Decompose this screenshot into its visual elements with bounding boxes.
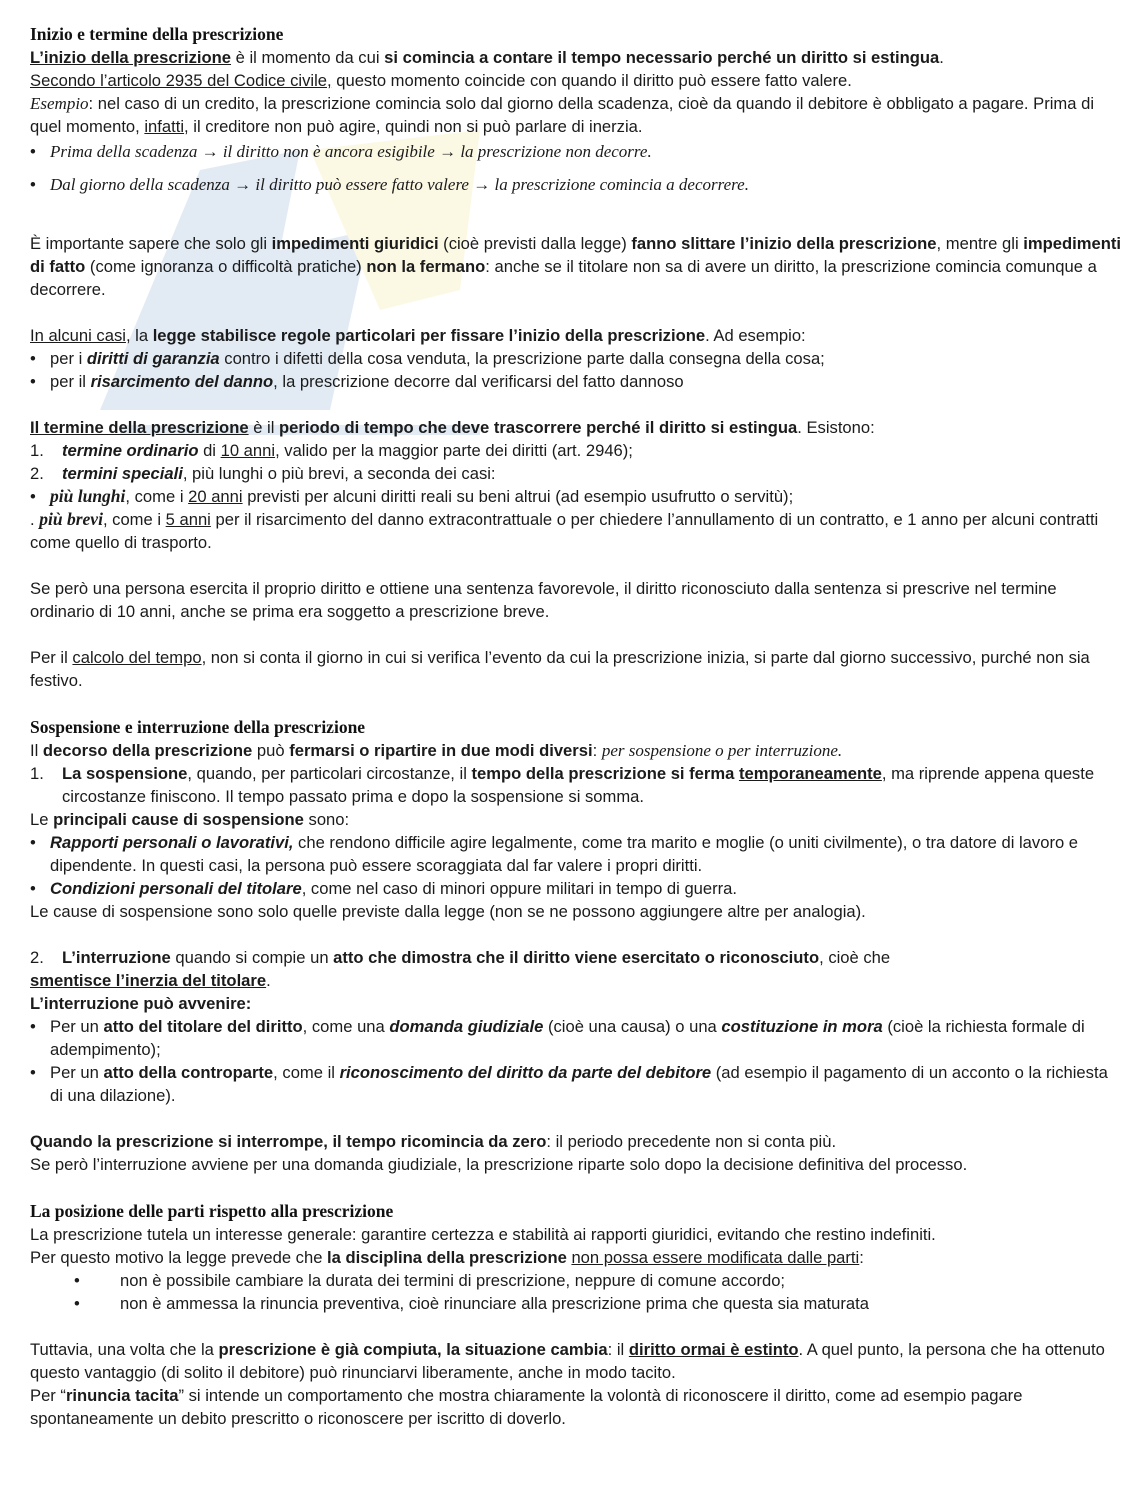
text: , come i bbox=[102, 510, 166, 529]
list-item-text bbox=[50, 877, 1122, 900]
text: , mentre gli bbox=[936, 234, 1024, 253]
list-item bbox=[30, 1015, 1122, 1061]
list-item-text bbox=[50, 347, 1122, 370]
text: , valido per la maggior parte dei diritti (art. 2946); bbox=[275, 441, 633, 460]
text: (come ignoranza o difficoltà pratiche) bbox=[85, 257, 367, 276]
list-item bbox=[30, 173, 1122, 196]
list-item-text bbox=[62, 762, 1122, 808]
text: contro i difetti della cosa venduta, la prescrizione parte dalla consegna della cosa; bbox=[219, 349, 825, 368]
text: è il momento da cui bbox=[231, 48, 385, 67]
list-item-text bbox=[50, 485, 1122, 508]
text: previsti per alcuni diritti reali su beni altrui (ad esempio usufrutto o servitù); bbox=[242, 487, 794, 506]
list-number: 1. bbox=[30, 764, 44, 783]
text: , cioè che bbox=[819, 948, 891, 967]
bullet: • bbox=[74, 1271, 80, 1290]
text: . A quel punto, la persona che ha ottenuto questo vantaggio (di solito il debitore) può rinunciarvi liberamente, anche in modo tacito. bbox=[30, 1340, 1105, 1382]
term-termine: Il termine della prescrizione bbox=[30, 418, 249, 437]
paragraph-interruzione-avvenire bbox=[30, 992, 1122, 1015]
text: . Esistono: bbox=[797, 418, 875, 437]
text-bold-italic: più brevi bbox=[39, 509, 103, 529]
text: Tuttavia, una volta che la bbox=[30, 1340, 219, 1359]
text-underlined: In alcuni casi bbox=[30, 326, 126, 345]
bullet: • bbox=[30, 349, 36, 368]
paragraph-decorso bbox=[30, 739, 1122, 762]
text-bold-underlined: temporaneamente bbox=[738, 764, 882, 783]
section-title-posizione-parti: La posizione delle parti rispetto alla prescrizione bbox=[30, 1201, 394, 1221]
list-item-text: Prima della scadenza → il diritto non è ancora esigibile → la prescrizione non decorre. bbox=[50, 142, 652, 161]
list-item-text bbox=[50, 370, 1122, 393]
text: Per un bbox=[50, 1063, 104, 1082]
text: sono: bbox=[303, 810, 350, 829]
section-title-sospensione: Sospensione e interruzione della prescrizione bbox=[30, 717, 366, 737]
list-item bbox=[30, 1269, 1122, 1292]
paragraph-casi bbox=[30, 324, 1122, 347]
text: : bbox=[859, 1248, 864, 1267]
text-bold: L’interruzione può avvenire: bbox=[30, 994, 252, 1013]
paragraph-disciplina bbox=[30, 1246, 1122, 1269]
text: Le bbox=[30, 810, 54, 829]
text: , come i bbox=[125, 487, 189, 506]
list-item-text: non è ammessa la rinuncia preventiva, cioè rinunciare alla prescrizione prima che questa sia maturata bbox=[120, 1294, 869, 1313]
text: (ad esempio il pagamento di un acconto o la richiesta di una dilazione). bbox=[50, 1063, 1108, 1105]
bullet: • bbox=[30, 175, 36, 194]
list-item-text bbox=[50, 1015, 1122, 1061]
text: : il periodo precedente non si conta più. bbox=[546, 1132, 837, 1151]
text: : il bbox=[607, 1340, 629, 1359]
paragraph-impedimenti bbox=[30, 232, 1122, 301]
list-number: 2. bbox=[30, 464, 44, 483]
text-underlined: Secondo l’articolo 2935 del Codice civile, bbox=[30, 71, 332, 90]
text-bold: rinuncia tacita bbox=[65, 1386, 179, 1405]
text-bold-italic: termini speciali bbox=[62, 464, 183, 483]
text-bold: prescrizione è già compiuta, la situazione cambia bbox=[218, 1340, 608, 1359]
text: per i bbox=[50, 349, 87, 368]
text-bold: impedimenti giuridici bbox=[271, 234, 439, 253]
text: per il bbox=[50, 372, 91, 391]
text-bold: fermarsi o ripartire in due modi diversi bbox=[289, 741, 593, 760]
text: , come il bbox=[273, 1063, 340, 1082]
text-bold-italic: termine ordinario bbox=[62, 441, 199, 460]
text: (cioè la richiesta formale di adempimento); bbox=[50, 1017, 1085, 1059]
text: Per “ bbox=[30, 1386, 66, 1405]
text: Per un bbox=[50, 1017, 104, 1036]
list-item bbox=[30, 1061, 1122, 1107]
text-bold: impedimenti di fatto bbox=[30, 234, 1121, 276]
list-item-text bbox=[62, 946, 1122, 969]
text: , come nel caso di minori oppure militari in tempo di guerra. bbox=[301, 879, 738, 898]
list-item bbox=[30, 140, 1122, 163]
text: . bbox=[939, 48, 944, 67]
text-bold: atto che dimostra che il diritto viene esercitato o riconosciuto bbox=[333, 948, 820, 967]
text: . bbox=[266, 971, 271, 990]
paragraph-articolo bbox=[30, 69, 1122, 92]
list-item bbox=[30, 370, 1122, 393]
text: , il creditore non può agire, quindi non si può parlare di inerzia. bbox=[184, 117, 643, 136]
paragraph-inizio bbox=[30, 46, 1122, 69]
text-underlined: 5 anni bbox=[165, 510, 211, 529]
paragraph-sentenza: Se però una persona esercita il proprio diritto e ottiene una sentenza favorevole, il diritto riconosciuto dalla sentenza si prescrive nel termine ordinario di 10 anni, anche se prima era soggetto a prescrizione breve. bbox=[30, 579, 1057, 621]
list-item bbox=[30, 347, 1122, 370]
list-item-text bbox=[50, 831, 1122, 877]
text: , come una bbox=[302, 1017, 390, 1036]
paragraph-cause-legge: Le cause di sospensione sono solo quelle previste dalla legge (non se ne possono aggiungere altre per analogia). bbox=[30, 902, 866, 921]
text-bold: L’interruzione bbox=[62, 948, 171, 967]
text-underlined: infatti bbox=[144, 117, 185, 136]
paragraph-domanda: Se però l’interruzione avviene per una domanda giudiziale, la prescrizione riparte solo dopo la decisione definitiva del processo. bbox=[30, 1155, 968, 1174]
text-bold: tempo della prescrizione si ferma bbox=[471, 764, 739, 783]
text: : bbox=[592, 741, 602, 760]
text: Il bbox=[30, 741, 43, 760]
list-item-text bbox=[62, 462, 1122, 485]
label-esempio: Esempio bbox=[30, 94, 89, 113]
text-bold-underlined: diritto ormai è estinto bbox=[628, 1340, 799, 1359]
text-underlined: 10 anni bbox=[220, 441, 276, 460]
list-item bbox=[30, 762, 1122, 808]
text-bold: la disciplina della prescrizione bbox=[327, 1248, 567, 1267]
text-underlined: non possa essere modificata dalle parti bbox=[571, 1248, 860, 1267]
paragraph-zero bbox=[30, 1130, 1122, 1153]
text-bold: periodo di tempo che deve trascorrere perché il diritto si estingua bbox=[279, 418, 798, 437]
text: per il risarcimento del danno extracontrattuale o per chiedere l’annullamento di un contratto, e 1 anno per alcuni contratti come quello di trasporto. bbox=[30, 510, 1099, 552]
text-bold: si comincia a contare il tempo necessario perché un diritto si estingua bbox=[384, 48, 940, 67]
paragraph-cause bbox=[30, 808, 1122, 831]
text: , ma riprende appena queste circostanze finiscono. Il tempo passato prima e dopo la sospensione si somma. bbox=[62, 764, 1095, 806]
text-bold: Quando la prescrizione si interrompe, il tempo ricomincia da zero bbox=[30, 1132, 547, 1151]
text: , non si conta il giorno in cui si verifica l’evento da cui la prescrizione inizia, si parte dal giorno successivo, purché non sia festivo. bbox=[30, 648, 1090, 690]
paragraph-tuttavia bbox=[30, 1338, 1122, 1384]
list-item bbox=[30, 1292, 1122, 1315]
bullet: . bbox=[30, 510, 35, 529]
bullet: • bbox=[30, 1063, 36, 1082]
text-bold: atto del titolare del diritto bbox=[103, 1017, 303, 1036]
text-bold: legge stabilisce regole particolari per fissare l’inizio della prescrizione bbox=[152, 326, 706, 345]
term-inizio: L’inizio della prescrizione bbox=[30, 48, 232, 67]
paragraph-inerzia bbox=[30, 969, 1122, 992]
bullet: • bbox=[30, 879, 36, 898]
text: , quando, per particolari circostanze, il bbox=[187, 764, 472, 783]
list-number: 1. bbox=[30, 441, 44, 460]
list-item bbox=[30, 485, 1122, 508]
list-item-text bbox=[50, 1061, 1122, 1107]
text: di bbox=[198, 441, 221, 460]
text-bold-italic: risarcimento del danno bbox=[90, 372, 274, 391]
text-bold: non la fermano bbox=[366, 257, 486, 276]
text: , la prescrizione decorre dal verificarsi del fatto dannoso bbox=[273, 372, 684, 391]
bullet: • bbox=[30, 142, 36, 161]
list-item-text bbox=[62, 439, 1122, 462]
text: , più lunghi o più brevi, a seconda dei casi: bbox=[182, 464, 496, 483]
list-number: 2. bbox=[30, 948, 44, 967]
bullet: • bbox=[30, 372, 36, 391]
list-item bbox=[30, 462, 1122, 485]
bullet: • bbox=[30, 1017, 36, 1036]
text-bold: La sospensione bbox=[62, 764, 188, 783]
text: Per il bbox=[30, 648, 73, 667]
text: Per questo motivo la legge prevede che bbox=[30, 1248, 328, 1267]
list-item-text: non è possibile cambiare la durata dei termini di prescrizione, neppure di comune accordo; bbox=[120, 1271, 786, 1290]
text: che rendono difficile agire legalmente, come tra marito e moglie (o uniti civilmente), o tra datore di lavoro e dipendente. In questi casi, la persona può essere scoraggiata dal far valere i propri diritti. bbox=[50, 833, 1079, 875]
list-item-text: Dal giorno della scadenza → il diritto può essere fatto valere → la prescrizione comincia a decorrere. bbox=[50, 175, 749, 194]
text-underlined: calcolo del tempo bbox=[72, 648, 202, 667]
text-bold: decorso della prescrizione bbox=[42, 741, 253, 760]
text: può bbox=[252, 741, 290, 760]
paragraph-calcolo bbox=[30, 646, 1122, 692]
text: quando si compie un bbox=[170, 948, 334, 967]
paragraph-esempio bbox=[30, 92, 1122, 138]
text: , la bbox=[125, 326, 153, 345]
bullet: • bbox=[30, 833, 36, 852]
text: : nel caso di un credito, la prescrizione comincia solo dal giorno della scadenza, cioè da quando il debitore è obbligato a pagare. Prima di quel momento, bbox=[30, 94, 1095, 136]
text: è il bbox=[248, 418, 280, 437]
document-page bbox=[30, 22, 1122, 1430]
paragraph-termine bbox=[30, 416, 1122, 439]
list-item bbox=[30, 439, 1122, 462]
text-bold-italic: Condizioni personali del titolare bbox=[50, 879, 302, 898]
text: È importante sapere che solo gli bbox=[30, 234, 272, 253]
text-bold-italic: costituzione in mora bbox=[721, 1017, 883, 1036]
text-underlined: 20 anni bbox=[188, 487, 243, 506]
bullet: • bbox=[30, 487, 36, 506]
list-item bbox=[30, 946, 1122, 969]
text: : anche se il titolare non sa di avere un diritto, la prescrizione comincia comunque a decorrere. bbox=[30, 257, 1097, 299]
text-bold: principali cause di sospensione bbox=[53, 810, 304, 829]
list-item bbox=[30, 877, 1122, 900]
text-bold-italic: diritti di garanzia bbox=[86, 349, 220, 368]
section-title-inizio-termine: Inizio e termine della prescrizione bbox=[30, 24, 284, 44]
text-bold-underlined: smentisce l’inerzia del titolare bbox=[30, 971, 267, 990]
text-italic: per sospensione o per interruzione. bbox=[601, 741, 843, 760]
text-bold-italic: più lunghi bbox=[50, 486, 126, 506]
text: (cioè previsti dalla legge) bbox=[438, 234, 632, 253]
text: ” si intende un comportamento che mostra chiaramente la volontà di riconoscere il diritto, come ad esempio pagare spontaneamente un debito prescritto o riconoscere per iscritto di doverlo. bbox=[30, 1386, 1023, 1428]
list-item bbox=[30, 508, 1122, 554]
text-bold: atto della controparte bbox=[103, 1063, 274, 1082]
text: (cioè una causa) o una bbox=[543, 1017, 722, 1036]
text-bold-italic: Rapporti personali o lavorativi, bbox=[50, 833, 294, 852]
list-item bbox=[30, 831, 1122, 877]
text-bold: fanno slittare l’inizio della prescrizione bbox=[631, 234, 937, 253]
text-bold-italic: riconoscimento del diritto da parte del debitore bbox=[339, 1063, 712, 1082]
text: . Ad esempio: bbox=[705, 326, 806, 345]
paragraph-rinuncia bbox=[30, 1384, 1122, 1430]
text-bold-italic: domanda giudiziale bbox=[389, 1017, 544, 1036]
paragraph-interesse: La prescrizione tutela un interesse generale: garantire certezza e stabilità ai rapporti giuridici, evitando che restino indefiniti. bbox=[30, 1225, 936, 1244]
bullet: • bbox=[74, 1294, 80, 1313]
text: questo momento coincide con quando il diritto può essere fatto valere. bbox=[331, 71, 852, 90]
